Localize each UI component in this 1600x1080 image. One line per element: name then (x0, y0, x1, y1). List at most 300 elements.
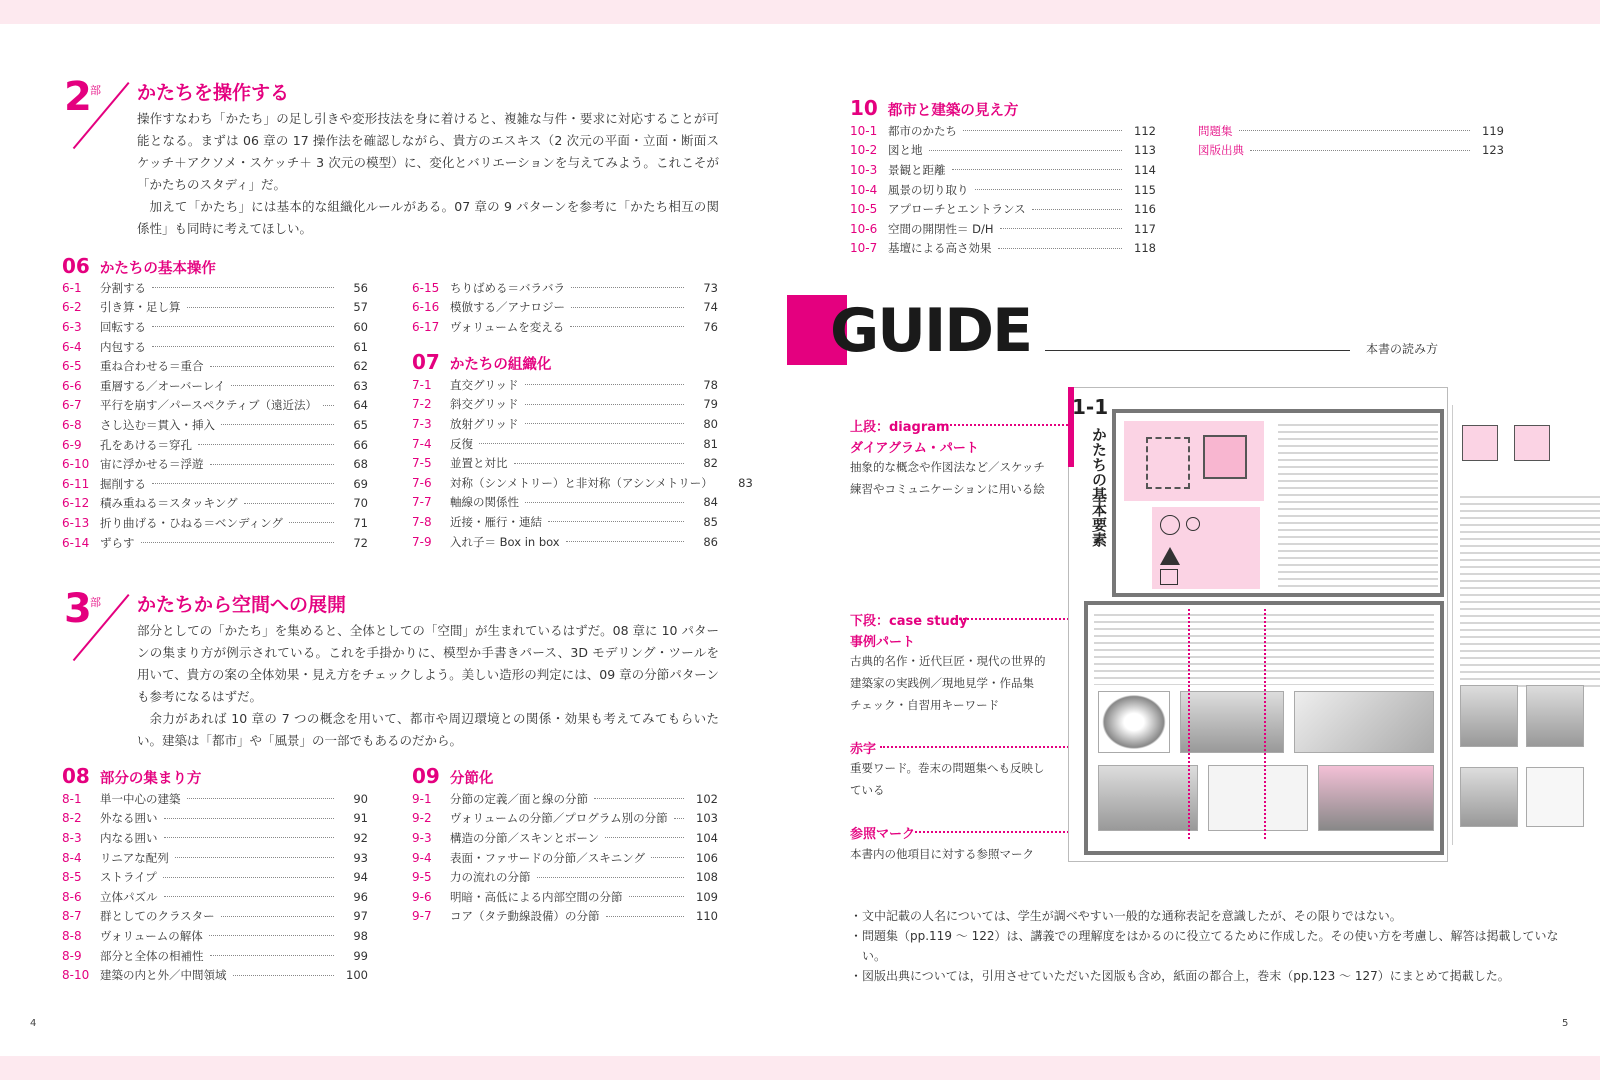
toc-item-label: ストライプ (100, 870, 157, 885)
toc-item-number: 6-15 (412, 280, 440, 295)
toc-item-label: 空間の開閉性＝ D/H (888, 221, 994, 236)
toc-item-label: ヴォリュームを変える (450, 319, 565, 334)
toc-dot-leader (674, 818, 684, 819)
toc-item-number: 9-6 (412, 889, 432, 904)
toc-item-label: 問題集 (1198, 123, 1233, 138)
toc-item-page: 94 (353, 870, 368, 885)
page-number-right: 5 (1562, 1018, 1569, 1029)
diagram-shape (1146, 437, 1190, 489)
toc-dot-leader (606, 916, 685, 917)
toc-dot-leader (1250, 150, 1470, 151)
toc-item[interactable] (62, 946, 368, 966)
toc-item-label: 外なる囲い (100, 811, 158, 826)
toc-item-page: 71 (353, 515, 368, 530)
toc-item-label: 対称（シンメトリー）と非対称（アシンメトリー） (450, 475, 713, 490)
toc-item[interactable] (62, 965, 368, 985)
toc-dot-leader (629, 896, 685, 897)
toc-item-label: 回転する (100, 319, 146, 334)
toc-item-page: 73 (703, 280, 718, 295)
toc-item[interactable] (850, 199, 1156, 219)
toc-list-appendix (1198, 121, 1504, 160)
toc-item[interactable] (62, 513, 368, 533)
toc-item[interactable] (62, 887, 368, 907)
toc-item-page: 68 (353, 457, 368, 472)
toc-item[interactable] (412, 848, 718, 868)
toc-item-page: 85 (703, 514, 718, 529)
toc-item-label: 積み重ねる＝スタッキング (100, 496, 238, 511)
toc-item-page: 70 (353, 496, 368, 511)
sample-photo (1460, 767, 1518, 827)
toc-item-label: リニアな配列 (100, 850, 169, 865)
toc-item-page: 110 (696, 909, 718, 924)
toc-item-page: 117 (1134, 221, 1156, 236)
toc-item[interactable] (62, 356, 368, 376)
diagram-shape (1203, 435, 1247, 479)
toc-item-number: 8-1 (62, 791, 82, 806)
toc-list-06 (62, 278, 368, 552)
description-line: ている (850, 783, 885, 797)
toc-item[interactable] (412, 317, 718, 337)
toc-item-label: 分割する (100, 280, 146, 295)
description-line: 重要ワード。巻末の問題集へも反映し (850, 761, 1045, 775)
toc-item-page: 61 (353, 339, 368, 354)
note-item: ・文中記載の人名については、学生が調べやすい一般的な通称表記を意識したが、その限りではない。 (850, 909, 1402, 923)
toc-item[interactable] (62, 494, 368, 514)
toc-item[interactable] (412, 867, 718, 887)
toc-dot-leader (952, 169, 1123, 170)
toc-item-page: 90 (353, 791, 368, 806)
toc-item[interactable] (62, 907, 368, 927)
toc-dot-leader (548, 521, 684, 522)
toc-item-number: 6-14 (62, 535, 90, 550)
toc-item-number: 8-9 (62, 948, 82, 963)
toc-dot-leader (187, 307, 335, 308)
toc-item[interactable] (62, 828, 368, 848)
toc-dot-leader (152, 346, 334, 347)
leader-line (1188, 609, 1190, 839)
sample-photo (1318, 765, 1434, 831)
toc-item[interactable] (412, 453, 718, 473)
part-label: 部 (90, 84, 101, 97)
toc-item-label: 群としてのクラスター (100, 909, 215, 924)
toc-dot-leader (566, 541, 684, 542)
description-line: 本書内の他項目に対する参照マーク (850, 847, 1034, 861)
paragraph: 加えて「かたち」には基本的な組織化ルールがある。07 章の 9 パターンを参考に「かたち相互の関係性」も同時に考えてほしい。 (137, 199, 719, 236)
sample-photo (1098, 765, 1198, 831)
toc-dot-leader (1000, 228, 1122, 229)
toc-dot-leader (198, 444, 334, 445)
chapter-title: かたちの組織化 (449, 357, 552, 373)
toc-dot-leader (963, 130, 1122, 131)
top-band (0, 0, 1600, 24)
toc-item-number: 6-16 (412, 300, 440, 315)
chapter-number: 09 (412, 764, 440, 788)
toc-item-label: ヴォリュームの解体 (100, 928, 203, 943)
sample-photo (1098, 691, 1170, 753)
description-line: 練習やコミュニケーションに用いる絵 (850, 482, 1045, 496)
guide-title: GUIDE (830, 296, 1032, 366)
toc-item[interactable] (62, 435, 368, 455)
sample-photo (1526, 767, 1584, 827)
notes-list (850, 906, 1580, 986)
toc-item-page: 81 (703, 436, 718, 451)
chapter-number: 08 (62, 764, 90, 788)
toc-item-label: 模倣する／アナロジー (450, 300, 565, 315)
toc-item-number: 6-3 (62, 319, 82, 334)
circle-shape (1186, 517, 1200, 531)
leader-line (1264, 609, 1266, 839)
toc-list-08 (62, 789, 368, 985)
toc-item-number: 7-1 (412, 377, 432, 392)
toc-item-label: 折り曲げる・ひねる＝ベンディング (100, 515, 283, 530)
toc-item-number: 10-1 (850, 123, 878, 138)
toc-item-label: 孔をあける＝穿孔 (100, 437, 192, 452)
sample-photo (1208, 765, 1308, 831)
toc-list-06-cont (412, 278, 718, 337)
toc-dot-leader (570, 326, 684, 327)
toc-dot-leader (514, 463, 685, 464)
toc-item[interactable] (412, 278, 718, 298)
toc-dot-leader (244, 503, 334, 504)
toc-item-page: 91 (353, 811, 368, 826)
chapter-title: 都市と建築の見え方 (887, 103, 1019, 119)
toc-item[interactable] (412, 493, 718, 513)
toc-item[interactable] (1198, 141, 1504, 161)
toc-item-number: 9-5 (412, 870, 432, 885)
toc-item-number: 9-2 (412, 811, 432, 826)
paragraph: 部分としての「かたち」を集めると、全体としての「空間」が生まれているはずだ。08 章に 10 パターンの集まり方が例示されている。これを手掛かりに、模型か手書きパース、3D モデリング・ツールを用いて、貴方の案の全体効果・見え方をチェックしよう。美しい造形の判定には、09 章の分節パターンも参考になるはずだ。 (137, 623, 719, 704)
upper-description (850, 456, 1050, 500)
toc-item-number: 6-2 (62, 300, 82, 315)
toc-item[interactable] (62, 415, 368, 435)
toc-item-page: 116 (1134, 202, 1156, 217)
toc-dot-leader (152, 483, 334, 484)
toc-item-page: 123 (1482, 143, 1504, 158)
toc-item[interactable] (412, 434, 718, 454)
toc-item-page: 113 (1134, 143, 1156, 158)
toc-item-label: ちりばめる＝バラバラ (450, 280, 565, 295)
toc-item-number: 6-13 (62, 515, 90, 530)
toc-item-label: 建築の内と外／中間領域 (100, 968, 227, 983)
toc-item-page: 106 (696, 850, 718, 865)
toc-dot-leader (525, 502, 684, 503)
upper-sublabel: ダイアグラム・パート (850, 441, 979, 456)
toc-item-number: 7-2 (412, 397, 432, 412)
toc-item-number: 6-11 (62, 476, 90, 491)
toc-item-label: ずらす (100, 535, 135, 550)
red-text-label: 赤字 (850, 742, 877, 757)
toc-dot-leader (152, 326, 334, 327)
sample-page-illustration (1068, 387, 1600, 862)
toc-item[interactable] (62, 454, 368, 474)
toc-item-page: 78 (703, 377, 718, 392)
toc-item[interactable] (62, 337, 368, 357)
note-item: ・図版出典については，引用させていただいた図版も含め，紙面の都合上，巻末（pp.123 ～ 127）にまとめて掲載した。 (850, 969, 1510, 983)
toc-item[interactable] (850, 160, 1156, 180)
toc-dot-leader (231, 385, 334, 386)
description-line: 古典的名作・近代巨匠・現代の世界的 (850, 654, 1046, 668)
toc-item[interactable] (62, 317, 368, 337)
toc-item[interactable] (850, 219, 1156, 239)
toc-item-page: 118 (1134, 241, 1156, 256)
lower-sublabel: 事例パート (850, 635, 916, 650)
toc-item-number: 7-8 (412, 514, 432, 529)
toc-dot-leader (141, 542, 335, 543)
toc-list-07 (412, 375, 753, 551)
part-number: 3 (64, 586, 92, 632)
page-number-left: 4 (30, 1018, 37, 1029)
toc-item-label: 図と地 (888, 143, 923, 158)
toc-item-label: 表面・ファサードの分節／スキニング (450, 850, 646, 865)
toc-item[interactable] (62, 926, 368, 946)
toc-list-09 (412, 789, 718, 926)
part-body (137, 108, 719, 240)
toc-item-page: 98 (353, 928, 368, 943)
toc-item-number: 8-3 (62, 830, 82, 845)
toc-item-page: 82 (703, 456, 718, 471)
toc-item-number: 9-7 (412, 909, 432, 924)
toc-item[interactable] (850, 141, 1156, 161)
toc-item[interactable] (412, 809, 718, 829)
reference-mark-description (850, 843, 1070, 865)
upper-label: 上段：diagram (850, 420, 950, 435)
toc-item-number: 6-9 (62, 437, 82, 452)
toc-item[interactable] (412, 532, 718, 552)
toc-dot-leader (975, 189, 1123, 190)
toc-item-number: 8-7 (62, 909, 82, 924)
toc-item-page: 74 (703, 300, 718, 315)
toc-item-label: 都市のかたち (888, 123, 957, 138)
chapter-10-heading (850, 96, 1018, 120)
toc-item-page: 108 (696, 870, 718, 885)
toc-item-label: 単一中心の建築 (100, 791, 181, 806)
toc-item-label: 内なる囲い (100, 830, 158, 845)
toc-item-number: 7-9 (412, 534, 432, 549)
toc-item-label: 引き算・足し算 (100, 300, 181, 315)
toc-item[interactable] (1198, 121, 1504, 141)
toc-item[interactable] (412, 789, 718, 809)
triangle-shape (1160, 547, 1180, 565)
toc-dot-leader (164, 837, 335, 838)
toc-item-number: 8-2 (62, 811, 82, 826)
toc-item[interactable] (62, 396, 368, 416)
toc-item-label: 軸線の関係性 (450, 495, 519, 510)
toc-dot-leader (210, 366, 335, 367)
sample-section-number: 1-1 (1072, 395, 1109, 419)
bottom-band (0, 1056, 1600, 1080)
toc-dot-leader (221, 916, 334, 917)
toc-dot-leader (651, 857, 684, 858)
toc-item[interactable] (412, 512, 718, 532)
toc-dot-leader (164, 818, 335, 819)
toc-dot-leader (571, 287, 684, 288)
toc-item-label: 内包する (100, 339, 146, 354)
sample-photo (1460, 685, 1518, 747)
toc-item-number: 10-6 (850, 221, 878, 236)
toc-item-label: 平行を崩す／パースペクティブ（遠近法） (100, 398, 318, 413)
toc-item[interactable] (850, 239, 1156, 259)
toc-item[interactable] (412, 473, 753, 493)
toc-dot-leader (323, 405, 334, 406)
toc-item-page: 92 (353, 830, 368, 845)
toc-item[interactable] (850, 180, 1156, 200)
toc-item-label: 分節の定義／面と線の分節 (450, 791, 588, 806)
chapter-09-heading (412, 764, 493, 788)
toc-item-number: 6-10 (62, 457, 90, 472)
toc-item-page: 76 (703, 319, 718, 334)
toc-item[interactable] (62, 298, 368, 318)
toc-item-number: 7-3 (412, 416, 432, 431)
toc-dot-leader (152, 287, 334, 288)
toc-item-label: 基壇による高さ効果 (888, 241, 992, 256)
chapter-08-heading (62, 764, 201, 788)
toc-item-label: 近接・雁行・連結 (450, 514, 542, 529)
toc-dot-leader (479, 443, 684, 444)
toc-dot-leader (571, 307, 684, 308)
sample-text-column (1460, 491, 1600, 691)
toc-item-label: 力の流れの分節 (450, 870, 531, 885)
toc-item-label: 構造の分節／スキンとボーン (450, 830, 600, 845)
toc-item-page: 119 (1482, 123, 1504, 138)
toc-item-label: 入れ子＝ Box in box (450, 534, 560, 549)
toc-item-page: 97 (353, 909, 368, 924)
toc-item-page: 103 (696, 811, 718, 826)
toc-item-label: 掘削する (100, 476, 146, 491)
toc-item-page: 114 (1134, 162, 1156, 177)
toc-list-10 (850, 121, 1156, 258)
toc-item-number: 9-4 (412, 850, 432, 865)
toc-item-page: 72 (353, 535, 368, 550)
toc-item-number: 7-7 (412, 495, 432, 510)
toc-item-label: ヴォリュームの分節／プログラム別の分節 (450, 811, 668, 826)
toc-item-label: 斜交グリッド (450, 397, 519, 412)
toc-dot-leader (210, 464, 335, 465)
toc-item[interactable] (62, 533, 368, 553)
toc-item[interactable] (62, 278, 368, 298)
toc-item[interactable] (412, 828, 718, 848)
toc-item-page: 104 (696, 830, 718, 845)
toc-item[interactable] (412, 395, 718, 415)
sample-section-title: かたちの基本要素 (1090, 427, 1108, 547)
toc-item-number: 10-5 (850, 202, 878, 217)
toc-item-label: 風景の切り取り (888, 182, 969, 197)
toc-item-number: 6-17 (412, 319, 440, 334)
guide-subtitle: 本書の読み方 (1366, 342, 1439, 356)
paragraph: 操作すなわち「かたち」の足し引きや変形技法を身に着けると、複雑な与件・要求に対応することが可能となる。まずは 06 章の 17 操作法を確認しながら、貴方のエスキス（2 次元の平面・立面・断面スケッチ＋アクソメ・スケッチ＋ 3 次元の模型）に、変化とバリエーションを与えてみよう。これこそが「かたちのスタディ」だ。 (137, 111, 719, 192)
description-line: 抽象的な概念や作図法など／スケッチ (850, 460, 1045, 474)
toc-item-label: 反復 (450, 436, 473, 451)
sample-text-column (1278, 419, 1438, 589)
sample-photo (1180, 691, 1284, 753)
toc-item-page: 62 (353, 359, 368, 374)
toc-item-page: 100 (346, 968, 368, 983)
red-text-description (850, 757, 1050, 801)
toc-dot-leader (605, 837, 684, 838)
toc-item[interactable] (412, 375, 718, 395)
chapter-title: 部分の集まり方 (99, 771, 202, 787)
toc-item[interactable] (412, 298, 718, 318)
paragraph: 余力があれば 10 章の 7 つの概念を用いて、都市や周辺環境との関係・効果も考えてみてもらいたい。建築は「都市」や「風景」の一部でもあるのだから。 (137, 711, 719, 748)
toc-item-number: 8-8 (62, 928, 82, 943)
toc-item-label: 宙に浮かせる＝浮遊 (100, 457, 204, 472)
toc-item-page: 96 (353, 889, 368, 904)
toc-item-page: 86 (703, 534, 718, 549)
toc-item[interactable] (850, 121, 1156, 141)
part-label: 部 (90, 596, 101, 609)
toc-item-page: 63 (353, 378, 368, 393)
toc-dot-leader (1032, 209, 1122, 210)
toc-item-page: 69 (353, 476, 368, 491)
chapter-07-heading (412, 350, 551, 374)
toc-item-number: 6-4 (62, 339, 82, 354)
toc-item-number: 10-7 (850, 241, 878, 256)
toc-item-page: 79 (703, 397, 718, 412)
toc-dot-leader (929, 150, 1123, 151)
toc-dot-leader (163, 877, 334, 878)
toc-item[interactable] (62, 809, 368, 829)
toc-item[interactable] (62, 789, 368, 809)
toc-item-label: 並置と対比 (450, 456, 508, 471)
part-number: 2 (64, 74, 92, 120)
toc-item[interactable] (412, 907, 718, 927)
chapter-title: かたちの基本操作 (99, 261, 216, 277)
toc-item-page: 80 (703, 416, 718, 431)
toc-item-label: 立体パズル (100, 889, 158, 904)
toc-item-label: さし込む＝貫入・挿入 (100, 417, 215, 432)
chapter-title: 分節化 (449, 771, 494, 787)
toc-item-label: コア（タテ動線設備）の分節 (450, 909, 600, 924)
chapter-number: 06 (62, 254, 90, 278)
toc-item-number: 6-8 (62, 417, 82, 432)
toc-item-page: 65 (353, 417, 368, 432)
toc-dot-leader (525, 423, 684, 424)
toc-item-number: 9-3 (412, 830, 432, 845)
toc-item-label: 重層する／オーバーレイ (100, 378, 226, 393)
toc-item[interactable] (62, 474, 368, 494)
toc-item[interactable] (62, 867, 368, 887)
chapter-06-heading (62, 254, 216, 278)
part-body (137, 620, 719, 752)
toc-item-page: 112 (1134, 123, 1156, 138)
toc-item-page: 93 (353, 850, 368, 865)
toc-item-label: アプローチとエントランス (888, 202, 1026, 217)
toc-dot-leader (289, 522, 334, 523)
toc-item-number: 6-1 (62, 280, 82, 295)
cube-diagram (1462, 425, 1498, 461)
toc-item-page: 64 (353, 398, 368, 413)
toc-item-number: 10-4 (850, 182, 878, 197)
toc-dot-leader (998, 248, 1123, 249)
circle-shape (1160, 515, 1180, 535)
toc-item[interactable] (62, 376, 368, 396)
toc-item-page: 109 (696, 889, 718, 904)
toc-item-label: 明暗・高低による内部空間の分節 (450, 889, 623, 904)
toc-dot-leader (1239, 130, 1471, 131)
toc-dot-leader (187, 798, 335, 799)
part-title: かたちを操作する (137, 82, 290, 104)
toc-dot-leader (221, 424, 334, 425)
toc-item[interactable] (412, 414, 718, 434)
toc-item-number: 7-6 (412, 475, 432, 490)
toc-item-number: 8-5 (62, 870, 82, 885)
sample-photo (1294, 691, 1434, 753)
toc-item-page: 83 (738, 475, 753, 490)
toc-item-number: 6-5 (62, 359, 82, 374)
chapter-number: 07 (412, 350, 440, 374)
toc-item-page: 57 (353, 300, 368, 315)
toc-item[interactable] (62, 848, 368, 868)
toc-item[interactable] (412, 887, 718, 907)
